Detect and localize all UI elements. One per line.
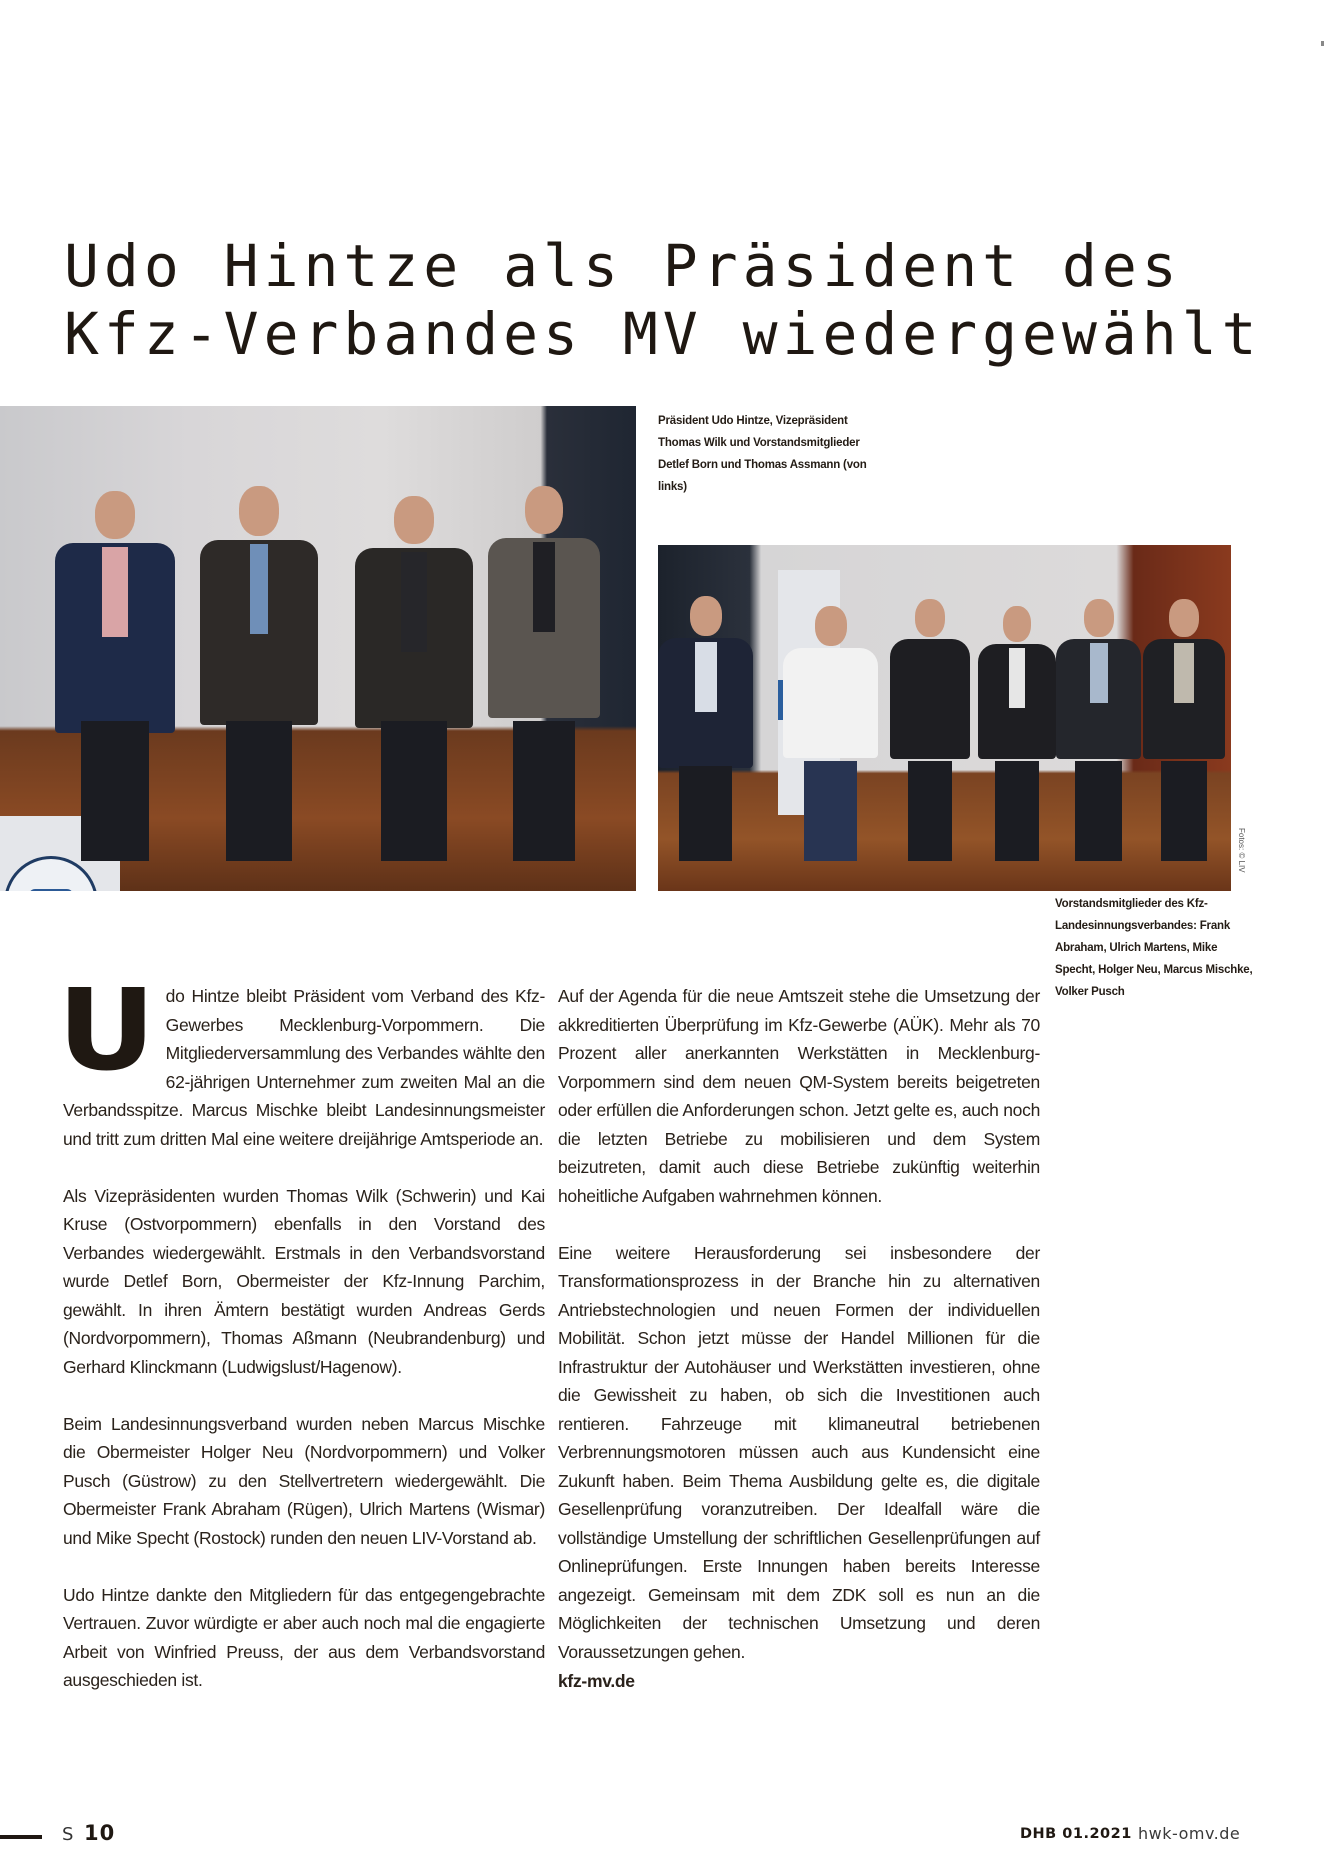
- person-udo-hintze: [55, 491, 175, 861]
- person-mike-specht: [890, 599, 970, 861]
- website-link[interactable]: hwk-omv.de: [1138, 1824, 1241, 1843]
- article-headline: [64, 232, 1264, 368]
- photo1-caption: Präsident Udo Hintze, Vizepräsident Thomas Wilk und Vorstandsmitglieder Detlef Born und Thomas Assmann (von links): [658, 415, 867, 493]
- corner-mark: [1321, 41, 1324, 46]
- person-volker-pusch: [1143, 599, 1225, 861]
- paragraph-intro: Udo Hintze bleibt Präsident vom Verband des Kfz-Gewerbes Mecklenburg-Vorpommern. Die Mitgliederversammlung des Verbandes wählte den 62-jährigen Unternehmer zum zweiten Mal an die Verbandsspitze. Marcus Mischke bleibt Landesinnungsmeister und tritt zum dritten Mal eine weitere dreijährige Amtsperiode an.: [57, 966, 545, 1149]
- headline-line-2: Kfz-Verbandes MV wiedergewählt: [64, 300, 1262, 368]
- kfz-gewerbe-logo-icon: [4, 856, 98, 891]
- page-number: 10: [84, 1821, 116, 1845]
- headline-line-1: Udo Hintze als Präsident des: [64, 232, 1182, 300]
- person-ulrich-martens: [783, 606, 878, 861]
- article-column-1: [57, 966, 545, 1723]
- photo-liv-board: [658, 545, 1231, 891]
- article-column-2: [558, 982, 1040, 1695]
- paragraph-thanks: Udo Hintze dankte den Mitgliedern für das entgegengebrachte Vertrauen. Zuvor würdigte er aber auch noch mal die engagierte Arbeit von Winfried Preuss, der aus dem Verbandsvorstand ausgeschieden ist.: [63, 1584, 545, 1690]
- footer-rule: [0, 1835, 42, 1839]
- page-prefix: S: [62, 1824, 74, 1845]
- paragraph-transformation: Eine weitere Herausforderung sei insbesondere der Transformationsprozess in der Branche hin zu alternativen Antriebstechnologien und neuen Formen der individuellen Mobilität. Schon jetzt müsse der Handel Millionen für die Infrastruktur der Autohäuser und Werkstätten investieren, ohne die Gewissheit zu haben, ob sich die Investitionen auch rentieren. Fahrzeuge mit klimaneutral betriebenen Verbrennungsmotoren müssen auch aus Kundensicht eine Zukunft haben. Beim Thema Ausbildung gelte es, die digitale Gesellenprüfung voranzutreiben. Der Idealfall wäre die vollständige Umstellung der schriftlichen Gesellenprüfungen auf Onlineprüfungen. Erste Innungen haben bereits Interesse angezeigt. Gemeinsam mit dem ZDK soll es nun an die Möglichkeiten der technischen Umsetzung und deren Voraussetzungen gehen.: [558, 1242, 1040, 1662]
- paragraph-liv-board: Beim Landesinnungsverband wurden neben Marcus Mischke die Obermeister Holger Neu (Nordvorpommern) und Volker Pusch (Güstrow) zu den Stellvertretern wiedergewählt. Die Obermeister Frank Abraham (Rügen), Ulrich Martens (Wismar) und Mike Specht (Rostock) runden den neuen LIV-Vorstand ab.: [63, 1413, 545, 1548]
- person-marcus-mischke: [1056, 599, 1141, 861]
- paragraph-vice-presidents: Als Vizepräsidenten wurden Thomas Wilk (Schwerin) und Kai Kruse (Ostvorpommern) ebenfalls in den Vorstand des Verbandes wiedergewählt. Erstmals in den Verbandsvorstand wurde Detlef Born, Obermeister der Kfz-Innung Parchim, gewählt. In ihren Ämtern bestätigt wurden Andreas Gerds (Nordvorpommern), Thomas Aßmann (Neubrandenburg) und Gerhard Klinckmann (Ludwigslust/Hagenow).: [63, 1185, 545, 1377]
- drop-cap: U: [57, 966, 156, 1096]
- person-holger-neu: [978, 606, 1056, 861]
- person-thomas-assmann: [488, 486, 600, 861]
- issue-label: DHB 01.2021: [1020, 1826, 1132, 1842]
- source-link[interactable]: kfz-mv.de: [558, 1670, 635, 1691]
- paragraph-agenda: Auf der Agenda für die neue Amtszeit stehe die Umsetzung der akkreditierten Überprüfung im Kfz-Gewerbe (AÜK). Mehr als 70 Prozent aller anerkannten Werkstätten in Mecklenburg-Vorpommern sind dem neuen QM-System bereits beigetreten oder erfüllen die Anforderungen schon. Jetzt gelte es, auch noch die letzten Betriebe zu mobilisieren und dem System beizutreten, damit auch diese Betriebe zukünftig weiterhin hoheitliche Aufgaben wahrnehmen können.: [558, 986, 1040, 1206]
- person-thomas-wilk: [200, 486, 318, 861]
- person-detlef-born: [355, 496, 473, 861]
- person-frank-abraham: [658, 596, 753, 861]
- photo-credit: Fotos: © LIV: [1237, 828, 1246, 873]
- photo-board-presidency: [0, 406, 636, 891]
- photo2-caption: Vorstandsmitglieder des Kfz-Landesinnungsverbandes: Frank Abraham, Ulrich Martens, Mike Specht, Holger Neu, Marcus Mischke, Volker Pusch: [1055, 898, 1253, 998]
